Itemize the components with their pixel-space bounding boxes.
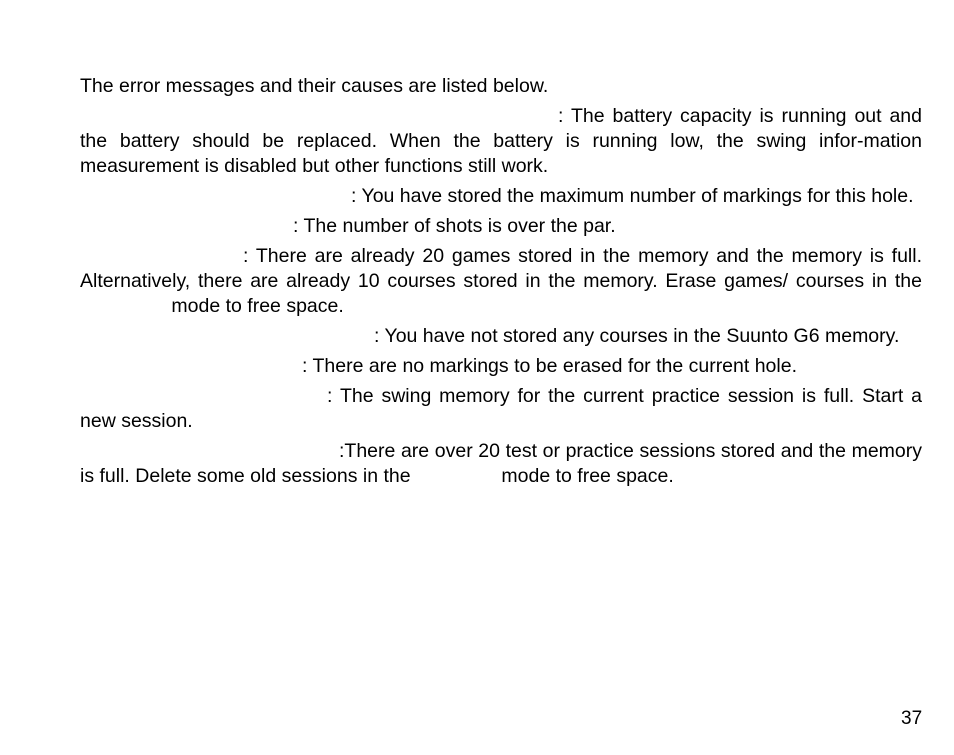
error-description-end: mode to free space.: [171, 295, 344, 317]
error-description: : You have stored the maximum number of markings for this hole.: [351, 185, 914, 207]
document-body: [80, 74, 922, 494]
error-swing-memory-full: [80, 384, 922, 434]
error-description: : The swing memory for the current practice session is full. Start a new session.: [80, 385, 922, 432]
error-description: : The number of shots is over the par.: [293, 215, 616, 237]
error-over-par: [80, 214, 922, 239]
error-description: : There are already 20 games stored in the memory and the memory is full. Alternatively, there are already 10 courses stored in the memory. Erase games/ courses in the: [80, 245, 922, 292]
error-no-markings: [80, 354, 922, 379]
error-description: : There are no markings to be erased for the current hole.: [302, 355, 797, 377]
error-no-courses: [80, 324, 922, 349]
error-sessions-full: [80, 439, 922, 489]
error-description: :There are over 20 test or practice sessions stored and the memory is full. Delete some old sessions in the: [80, 440, 922, 487]
error-battery-low: [80, 104, 922, 179]
error-description: : You have not stored any courses in the Suunto G6 memory.: [374, 325, 900, 347]
error-memory-full: [80, 244, 922, 319]
error-description-end: mode to free space.: [501, 465, 674, 487]
page-number: 37: [901, 708, 923, 729]
error-description: : The battery capacity is running out and the battery should be replaced. When the battery is running low, the swing infor-mation measurement is disabled but other functions still work.: [80, 105, 922, 177]
error-max-markings: [80, 184, 922, 209]
intro-paragraph: The error messages and their causes are listed below.: [80, 75, 549, 97]
